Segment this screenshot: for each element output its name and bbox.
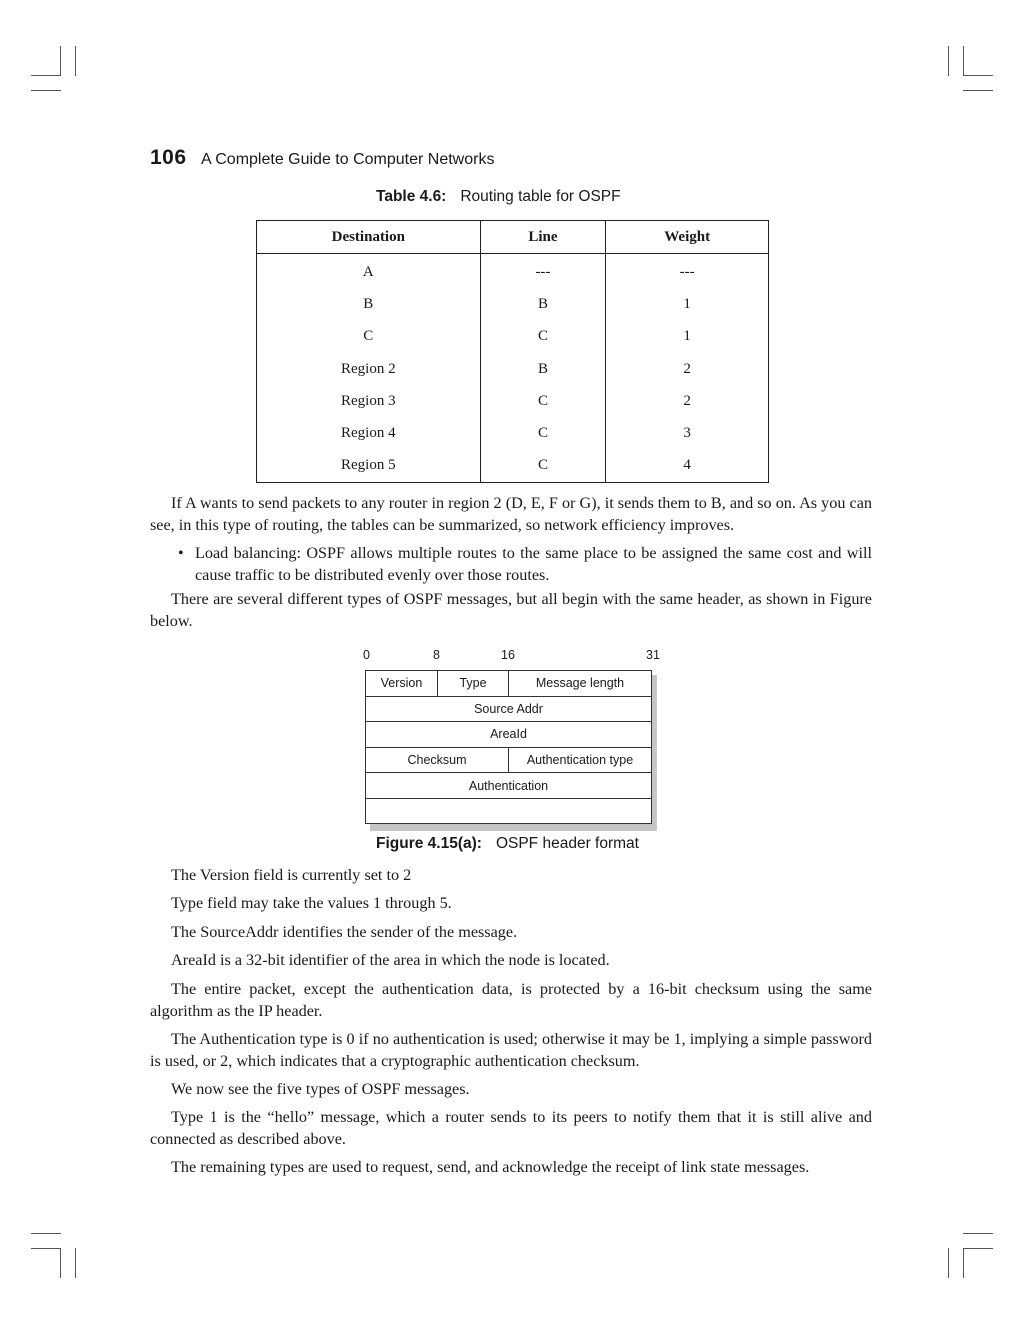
paragraph: The remaining types are used to request, send, and acknowledge the receipt of link state messages. <box>171 1158 810 1176</box>
header-row <box>366 697 651 723</box>
paragraph: The entire packet, except the authentication data, is protected by a 16-bit checksum using the same algorithm as the IP header. <box>150 980 872 1020</box>
running-header <box>150 146 494 170</box>
table-cell: C <box>480 417 606 449</box>
paragraph: AreaId is a 32-bit identifier of the area in which the node is located. <box>171 951 610 969</box>
field-message-length: Message length <box>535 676 625 691</box>
table-caption <box>376 188 621 206</box>
bit-position: 0 <box>363 648 370 662</box>
bit-position: 16 <box>501 648 515 662</box>
table-header-row <box>257 221 769 254</box>
bit-position: 8 <box>433 648 440 662</box>
header-row <box>366 748 651 774</box>
table-row <box>257 385 769 417</box>
table-cell: B <box>257 288 481 320</box>
table-row <box>257 353 769 385</box>
table-cell: C <box>480 321 606 353</box>
table-cell: C <box>257 321 481 353</box>
table-cell: --- <box>679 263 695 280</box>
table-cell: --- <box>480 254 606 289</box>
table-cell: B <box>480 288 606 320</box>
page-number: 106 <box>150 146 187 169</box>
table-title: Routing table for OSPF <box>460 188 621 205</box>
book-title: A Complete Guide to Computer Networks <box>201 151 495 168</box>
column-header: Line <box>480 221 606 254</box>
header-row <box>366 773 651 799</box>
table-row <box>257 254 769 289</box>
paragraph: We now see the five types of OSPF messages. <box>171 1080 470 1098</box>
field-authentication-type: Authentication type <box>526 753 634 768</box>
header-box <box>365 670 652 824</box>
table-cell: A <box>257 254 481 289</box>
table-row <box>257 288 769 320</box>
ospf-header-diagram <box>360 645 670 830</box>
table-cell: Region 5 <box>257 450 481 483</box>
table-cell: C <box>480 450 606 483</box>
table-cell: 2 <box>683 360 691 377</box>
paragraph: The SourceAddr identifies the sender of the message. <box>171 923 518 941</box>
figure-caption <box>376 835 639 853</box>
field-checksum: Checksum <box>366 748 509 773</box>
field-version: Version <box>366 671 438 696</box>
column-header: Destination <box>257 221 481 254</box>
figure-title: OSPF header format <box>495 835 639 852</box>
bullet-text: Load balancing: OSPF allows multiple routes to the same place to be assigned the same cost and will cause traffic to be distributed evenly over those routes. <box>195 544 872 584</box>
header-row-empty <box>366 799 651 825</box>
paragraph: The Version field is currently set to 2 <box>171 866 412 884</box>
column-header: Weight <box>606 221 769 254</box>
bullet-item <box>178 542 872 586</box>
table-row <box>257 450 769 483</box>
table-cell: Region 4 <box>257 417 481 449</box>
field-authentication: Authentication <box>468 778 549 793</box>
paragraph: There are several different types of OSPF messages, but all begin with the same header, as shown in Figure below. <box>150 590 872 630</box>
paragraph: The Authentication type is 0 if no authentication is used; otherwise it may be 1, implying a simple password is used, or 2, which indicates that a cryptographic authentication checksum. <box>150 1030 872 1070</box>
table-cell: 2 <box>683 392 691 409</box>
paragraph: If A wants to send packets to any router in region 2 (D, E, F or G), it sends them to B, and so on. As you can see, in this type of routing, the tables can be summarized, so network efficiency improves. <box>150 494 872 534</box>
table-cell: C <box>480 385 606 417</box>
bullet-icon: • <box>178 544 184 562</box>
table-cell: 4 <box>683 457 691 474</box>
field-type: Type <box>438 671 509 696</box>
paragraph: Type field may take the values 1 through 5. <box>171 894 452 912</box>
table-cell: Region 2 <box>257 353 481 385</box>
header-row <box>366 671 651 697</box>
table-row <box>257 417 769 449</box>
table-cell: B <box>480 353 606 385</box>
paragraph: Type 1 is the “hello” message, which a router sends to its peers to notify them that it is still alive and connected as described above. <box>150 1108 872 1148</box>
table-cell: Region 3 <box>257 385 481 417</box>
bit-position: 31 <box>646 648 660 662</box>
routing-table <box>256 220 769 483</box>
table-cell: 3 <box>683 425 691 442</box>
table-cell: 1 <box>683 295 691 312</box>
header-row <box>366 722 651 748</box>
table-label: Table 4.6: <box>376 188 447 205</box>
table-row <box>257 321 769 353</box>
field-source-addr: Source Addr <box>474 701 543 716</box>
table-cell: 1 <box>683 328 691 345</box>
figure-label: Figure 4.15(a): <box>376 835 482 852</box>
field-area-id: AreaId <box>490 727 527 742</box>
